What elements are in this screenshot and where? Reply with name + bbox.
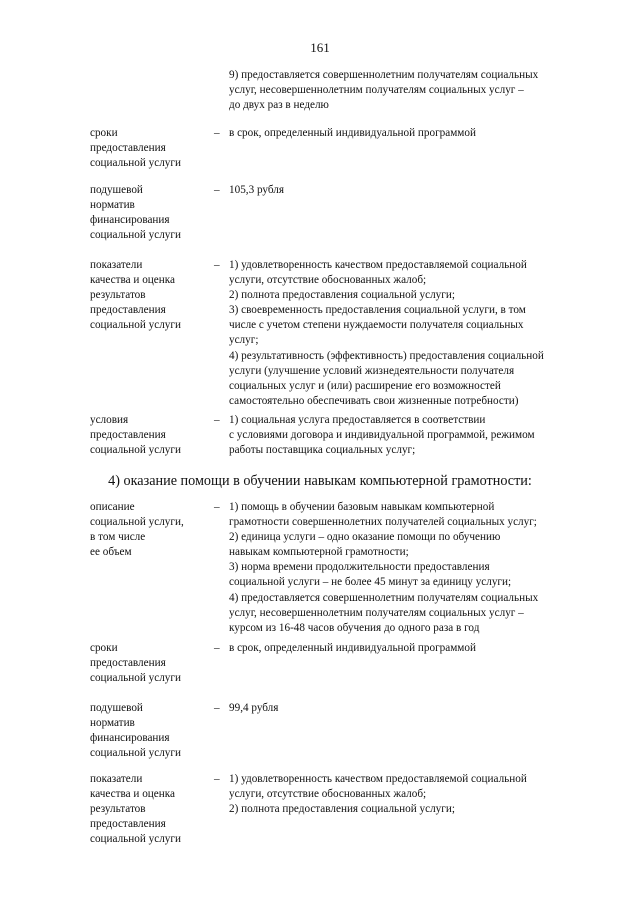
label-line: сроки — [90, 642, 118, 654]
value-line: числе с учетом степени нуждаемости получателя социальных — [229, 319, 524, 332]
row-label — [90, 772, 208, 847]
row-value — [229, 183, 601, 198]
value-line: 3) своевременность предоставления социальной услуги, в том — [229, 304, 526, 317]
row-label — [90, 641, 208, 686]
section-heading: 4) оказание помощи в обучении навыкам компьютерной грамотности: — [108, 473, 532, 489]
continuation-text — [229, 68, 601, 113]
value-line: 99,4 рубля — [229, 702, 279, 714]
row-label — [90, 500, 208, 560]
row-value — [229, 701, 601, 716]
value-line: услуги, отсутствие обоснованных жалоб; — [229, 274, 427, 287]
value-line: 4) результативность (эффективность) предоставления социальной — [229, 349, 544, 362]
label-line: качества и оценка — [90, 274, 175, 287]
label-line: условия — [90, 414, 129, 426]
text-line: услуг, несовершеннолетним получателям социальных услуг – — [229, 84, 524, 97]
row-label — [90, 183, 208, 243]
value-line: работы поставщика социальных услуг; — [229, 444, 416, 457]
value-line: услуги, отсутствие обоснованных жалоб; — [229, 788, 427, 801]
label-line: социальной услуги — [90, 229, 181, 242]
value-line: навыкам компьютерной грамотности; — [229, 546, 409, 559]
label-line: социальной услуги — [90, 157, 181, 170]
row-dash: – — [214, 184, 220, 196]
row-value — [229, 641, 601, 656]
row-dash: – — [214, 702, 220, 714]
value-line: 2) полнота предоставления социальной услуги; — [229, 803, 455, 816]
label-line: предоставления — [90, 429, 166, 442]
value-line: самостоятельно обеспечивать свои жизненные потребности) — [229, 394, 519, 407]
row-label — [90, 258, 208, 333]
value-line: социальной услуги – не более 45 минут за единицу услуги; — [229, 576, 512, 589]
label-line: результатов — [90, 803, 146, 816]
value-line: курсом из 16-48 часов обучения до одного раза в год — [229, 621, 480, 634]
row-dash: – — [214, 259, 220, 271]
label-line: сроки — [90, 127, 118, 139]
value-line: с условиями договора и индивидуальной программой, режимом — [229, 429, 535, 442]
label-line: результатов — [90, 289, 146, 302]
row-label — [90, 126, 208, 171]
value-line: в срок, определенный индивидуальной программой — [229, 642, 476, 654]
label-line: подушевой — [90, 702, 143, 714]
row-value — [229, 772, 601, 817]
text-line: до двух раз в неделю — [229, 99, 329, 112]
row-dash: – — [214, 501, 220, 513]
row-value — [229, 500, 601, 636]
label-line: социальной услуги — [90, 672, 181, 685]
row-dash: – — [214, 127, 220, 139]
value-line: услуги (улучшение условий жизнедеятельности получателя — [229, 364, 515, 377]
value-line: 1) удовлетворенность качеством предоставляемой социальной — [229, 259, 527, 271]
row-dash: – — [214, 642, 220, 654]
label-line: норматив — [90, 717, 135, 730]
label-line: социальной услуги — [90, 444, 181, 457]
row-value — [229, 126, 601, 141]
value-line: 1) помощь в обучении базовым навыкам компьютерной — [229, 501, 495, 513]
value-line: услуг, несовершеннолетним получателям социальных услуг – — [229, 606, 524, 619]
label-line: социальной услуги — [90, 319, 181, 332]
label-line: финансирования — [90, 214, 170, 227]
value-line: 4) предоставляется совершеннолетним получателям социальных — [229, 591, 539, 604]
label-line: предоставления — [90, 304, 166, 317]
value-line: 1) социальная услуга предоставляется в соответствии — [229, 414, 486, 426]
value-line: социальных услуг и (или) расширение его возможностей — [229, 379, 501, 392]
label-line: норматив — [90, 199, 135, 212]
label-line: ее объем — [90, 546, 132, 559]
label-line: финансирования — [90, 732, 170, 745]
row-value — [229, 413, 601, 458]
label-line: социальной услуги — [90, 747, 181, 760]
value-line: 2) единица услуги – одно оказание помощи по обучению — [229, 531, 501, 544]
label-line: социальной услуги, — [90, 516, 184, 529]
text-line: 9) предоставляется совершеннолетним получателям социальных — [229, 69, 539, 81]
value-line: 1) удовлетворенность качеством предоставляемой социальной — [229, 773, 527, 785]
row-dash: – — [214, 773, 220, 785]
value-line: в срок, определенный индивидуальной программой — [229, 127, 476, 139]
label-line: описание — [90, 501, 135, 513]
label-line: подушевой — [90, 184, 143, 196]
value-line: 105,3 рубля — [229, 184, 285, 196]
value-line: 3) норма времени продолжительности предоставления — [229, 561, 490, 574]
label-line: показатели — [90, 773, 143, 785]
row-dash: – — [214, 414, 220, 426]
label-line: предоставления — [90, 818, 166, 831]
label-line: показатели — [90, 259, 143, 271]
label-line: социальной услуги — [90, 833, 181, 846]
label-line: качества и оценка — [90, 788, 175, 801]
value-line: 2) полнота предоставления социальной услуги; — [229, 289, 455, 302]
label-line: в том числе — [90, 531, 146, 544]
row-label — [90, 701, 208, 761]
value-line: грамотности совершеннолетних получателей социальных услуг; — [229, 516, 537, 529]
label-line: предоставления — [90, 657, 166, 670]
row-value — [229, 258, 601, 409]
row-label — [90, 413, 208, 458]
value-line: услуг; — [229, 334, 259, 347]
label-line: предоставления — [90, 142, 166, 155]
page-number: 161 — [310, 40, 330, 55]
